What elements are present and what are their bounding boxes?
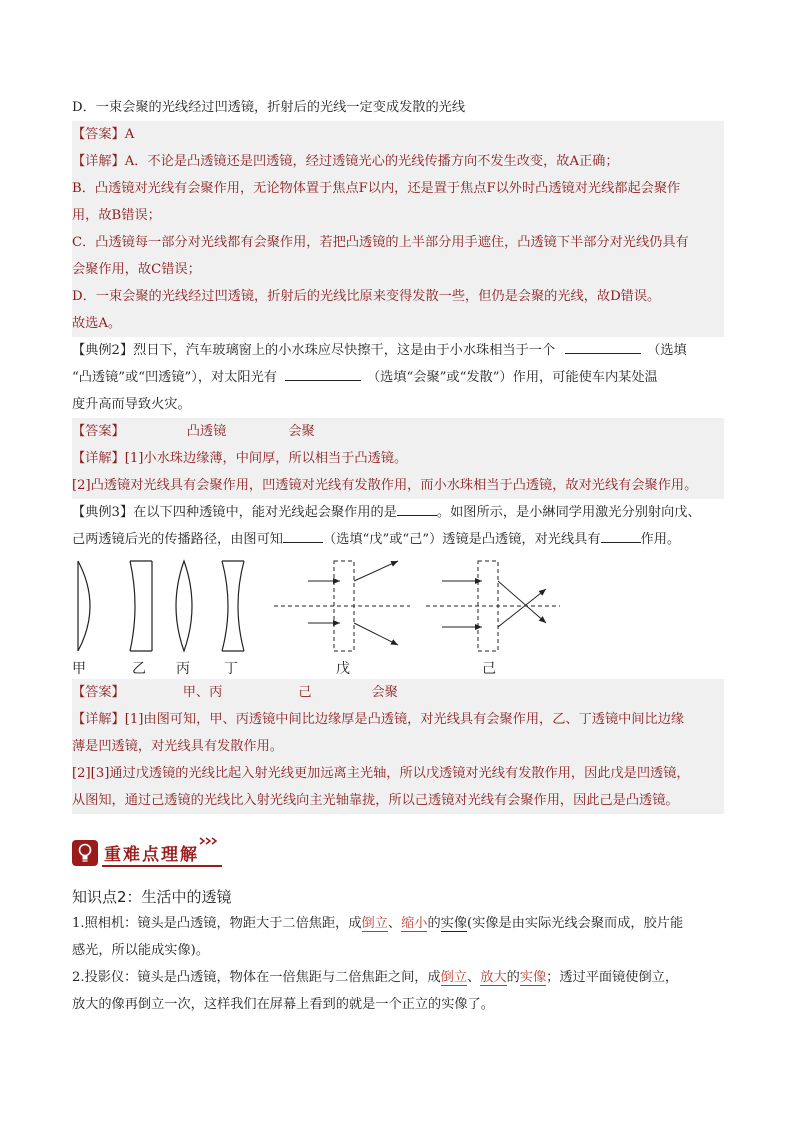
term-inverted: 倒立 xyxy=(440,970,468,985)
detail-2: [2]凸透镜对光线具有会聚作用，凹透镜对光线有发散作用，而小水珠相当于凸透镜，故对光线有会聚作用。 xyxy=(72,478,698,493)
detail-d: D．一束会聚的光线经过凹透镜，折射后的光线比原来变得发散一些，但仍是会聚的光线，故D错误。 xyxy=(72,289,661,304)
q-text: （选填“戊”或“己”）透镜是凸透镜，对光线具有 xyxy=(323,532,601,547)
q-text: 度升高而导致火灾。 xyxy=(72,397,191,412)
separator: 、 xyxy=(467,970,481,985)
lens-ding xyxy=(222,561,244,651)
answer-value: 甲、丙 xyxy=(182,685,223,700)
connector: 的 xyxy=(506,970,520,985)
answer-blank[interactable] xyxy=(601,530,641,543)
kp2-title: 知识点2：生活中的透镜 xyxy=(72,888,232,906)
q-text: 作用。 xyxy=(640,532,681,547)
label-wu: 戊 xyxy=(336,661,350,677)
term-real-image: 实像 xyxy=(440,916,468,931)
banner-title: 重难点理解 xyxy=(104,845,199,865)
lens-ji-diagram xyxy=(426,561,560,651)
detail-1: [1]小水珠边缘薄，中间厚，所以相当于凸透镜。 xyxy=(124,451,408,466)
lens-diagram xyxy=(72,555,724,679)
triple-chevron-icon xyxy=(200,838,216,844)
lens-bing xyxy=(176,561,192,651)
lens-diagram-svg xyxy=(72,555,724,679)
q-text: 。如图所示，是小綝同学用激光分别射向戊、 xyxy=(436,505,701,520)
detail-c-line1: C．凸透镜每一部分对光线都有会聚作用，若把凸透镜的上半部分用手遮住，凸透镜下半部分对光线仍具有 xyxy=(72,235,689,250)
answer-value: 凸透镜 xyxy=(186,424,227,439)
lens-wu-diagram xyxy=(274,561,410,651)
detail-tag: 【详解】 xyxy=(72,712,125,727)
term-enlarged: 放大 xyxy=(480,970,507,985)
label-ji: 己 xyxy=(482,661,496,677)
banner-graphic xyxy=(72,836,252,870)
example-3-solution xyxy=(72,679,724,814)
lens-yi xyxy=(130,561,152,651)
example-2-question xyxy=(72,337,724,418)
camera-text: (实像是由实际光线会聚而成，胶片能 xyxy=(467,916,684,931)
lens-jia xyxy=(78,561,90,651)
q-text: 己两透镜后光的传播路径，由图可知 xyxy=(72,532,283,547)
answer-blank[interactable] xyxy=(397,503,437,516)
answer-blank[interactable] xyxy=(565,341,641,354)
example-2-tag: 【典例2】 xyxy=(72,343,134,358)
answer-value: A xyxy=(124,127,135,142)
camera-text: 感光，所以能成实像)。 xyxy=(72,943,210,958)
projector-text: 2.投影仪：镜头是凸透镜，物体在一倍焦距与二倍焦距之间，成 xyxy=(72,970,441,985)
connector: 的 xyxy=(427,916,441,931)
answer-tag: 【答案】 xyxy=(72,685,125,700)
detail-b-line2: 用，故B错误； xyxy=(72,208,161,223)
detail-a: A．不论是凸透镜还是凹透镜，经过透镜光心的光线传播方向不发生改变，故A正确； xyxy=(124,154,619,169)
q-text: 烈日下，汽车玻璃窗上的小水珠应尽快擦干，这是由于小水珠相当于一个 xyxy=(133,343,556,358)
example-3-tag: 【典例3】 xyxy=(72,505,134,520)
q-text: （选填 xyxy=(647,343,687,358)
kp2-projector xyxy=(72,964,724,1018)
projector-text: ；透过平面镜使倒立， xyxy=(546,970,679,985)
term-real-image: 实像 xyxy=(519,970,547,985)
detail-2b: 从图知，通过己透镜的光线比入射光线向主光轴靠拢，所以己透镜对光线有会聚作用，因此己是凸透镜。 xyxy=(72,793,679,808)
option-d: D．一束会聚的光线经过凹透镜，折射后的光线一定变成发散的光线 xyxy=(72,100,466,115)
separator: 、 xyxy=(387,916,402,931)
term-inverted: 倒立 xyxy=(361,916,388,931)
example-2-solution xyxy=(72,418,724,499)
detail-b-line1: B．凸透镜对光线有会聚作用，无论物体置于焦点F以内，还是置于焦点F以外时凸透镜对光线都起会聚作 xyxy=(72,181,681,196)
answer-tag: 【答案】 xyxy=(72,127,125,142)
camera-text: 1.照相机：镜头是凸透镜，物距大于二倍焦距，成 xyxy=(72,916,362,931)
example-3-question xyxy=(72,499,724,553)
answer-value: 会聚 xyxy=(288,424,315,439)
label-bing: 丙 xyxy=(176,661,190,677)
label-ding: 丁 xyxy=(224,661,238,677)
projector-text: 放大的像再倒立一次，这样我们在屏幕上看到的就是一个正立的实像了。 xyxy=(72,997,494,1012)
conclusion: 故选A。 xyxy=(72,316,122,331)
answer-value: 会聚 xyxy=(371,685,398,700)
detail-1b: 薄是凹透镜，对光线具有发散作用。 xyxy=(72,739,283,754)
page-content xyxy=(72,94,724,1018)
kp2-camera xyxy=(72,910,724,964)
answer-value: 己 xyxy=(298,685,312,700)
answer-tag: 【答案】 xyxy=(72,424,125,439)
label-jia: 甲 xyxy=(72,661,86,677)
q-text: （选填“会聚”或“发散”）作用，可能使车内某处温 xyxy=(367,370,658,385)
detail-tag: 【详解】 xyxy=(72,451,125,466)
label-yi: 乙 xyxy=(132,661,146,677)
detail-c-line2: 会聚作用，故C错误； xyxy=(72,262,201,277)
example-1-solution xyxy=(72,121,724,337)
q-text: 在以下四种透镜中，能对光线起会聚作用的是 xyxy=(133,505,397,520)
q-text: “凸透镜”或“凹透镜”），对太阳光有 xyxy=(72,370,277,385)
answer-blank[interactable] xyxy=(283,530,323,543)
term-reduced: 缩小 xyxy=(401,916,428,931)
section-banner xyxy=(72,836,724,870)
detail-1a: [1]由图可知，甲、丙透镜中间比边缘厚是凸透镜，对光线具有会聚作用，乙、丁透镜中间比边缘 xyxy=(124,712,685,727)
detail-2a: [2][3]通过戊透镜的光线比起入射光线更加远离主光轴，所以戊透镜对光线有发散作用，因此戊是凹透镜， xyxy=(72,766,690,781)
detail-tag: 【详解】 xyxy=(72,154,125,169)
answer-blank[interactable] xyxy=(285,368,361,381)
